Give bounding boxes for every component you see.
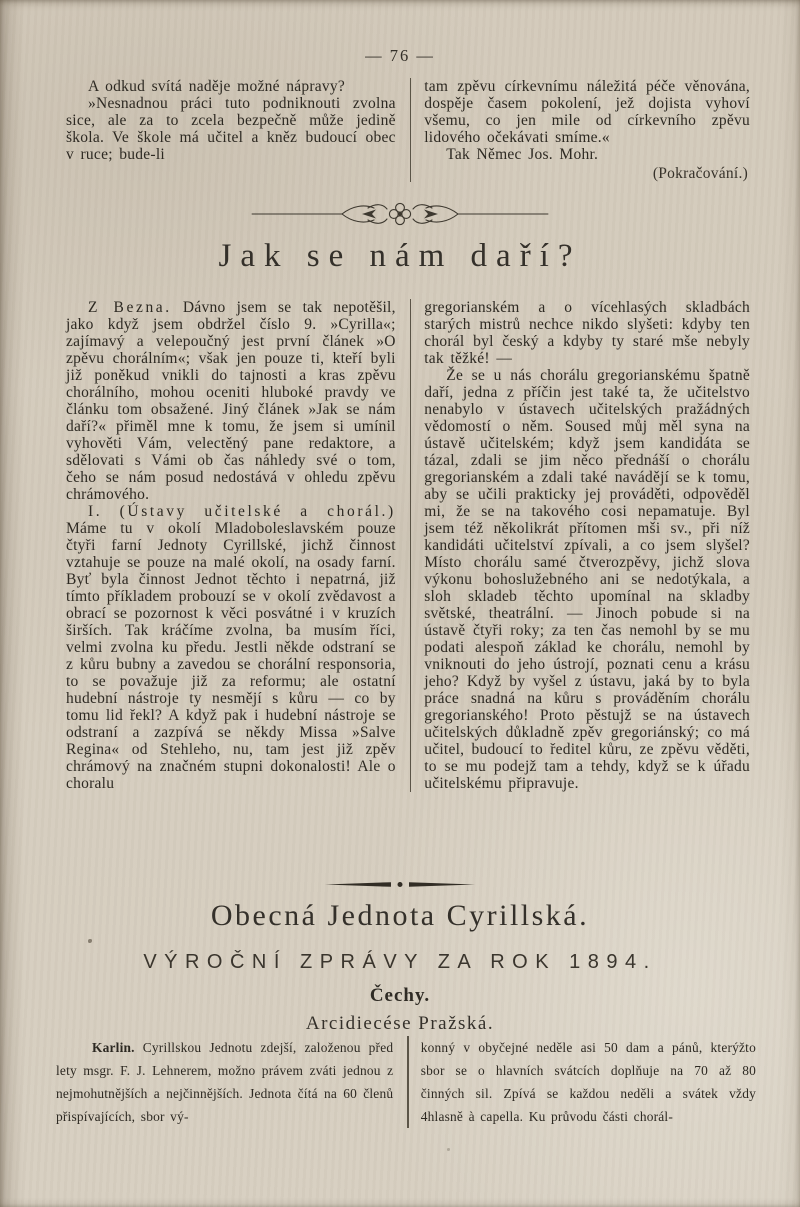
paragraph [66,299,396,503]
report-subtitle: VÝROČNÍ ZPRÁVY ZA ROK 1894. [143,951,657,973]
paragraph [66,503,396,792]
article-body-section [66,299,750,792]
paragraph-text: Máme tu v okolí Mladoboleslavském pouze čtyři farní Jednoty Cyrillské, jichž činnost vztahuje se pouze na malé okolí, na osady farní. Byť byla činnost Jednot těchto i nepatrná, již tímto příkladem probouzí se v okolí zvědavost a obrací se pozornost k věci posvátné i v kruzích širších. Tak kráčíme zvolna, ba musím říci, velmi zvolna ku předu. Jestli někde odstraní se z kůru bubny a zavedou se chorální responsoria, to se považuje již za reformu; ale ostatní hudební nástroje ty nesmějí s kůru — co by tomu lid řekl? A když pak i hudební nástroje se odstraní a zazpívá se někdy Missa »Salve Regina« od Stehleho, nu, tam jest již zpěv chrámový na značném stupni dokonalosti! Ale o choralu [66,520,396,792]
paragraph-lead: Z Bezna. [88,299,172,316]
article-title: Jak se nám daří? [218,238,582,274]
article-left-column [66,299,410,792]
page-number: — 76 — [365,46,435,65]
paragraph-lead: Karlin. [92,1040,135,1055]
paper-speck [447,1148,450,1151]
diocese-heading: Arcidiecése Pražská. [305,1013,495,1034]
paragraph [56,1036,393,1128]
byline: Tak Němec Jos. Mohr. [446,146,599,163]
report-left-column [56,1036,407,1128]
paragraph: gregorianském a o vícehlasých skladbách starých mistrů nechce nikdo slyšeti: kdyby ten chorál byl český a kdyby ty staré mše nebyly tak těžké! — [424,299,750,367]
continuation-section [66,78,750,182]
section-divider-icon [325,876,475,894]
report-body-section [56,1036,756,1128]
continuation-right-column [411,78,750,182]
region-heading: Čechy. [369,985,431,1006]
paragraph-text: Cyrillskou Jednotu zdejší, založenou před lety msgr. F. J. Lehnerem, možno právem zváti jednou z nejmohutnějších a nejčinnějších. Jednota čítá na 60 členů přispívajících, sbor vý- [56,1040,394,1124]
column-rule [407,1036,409,1128]
paragraph: Že se u nás chorálu gregorianskému špatně daří, jedna z příčin jest také ta, že učitelstvo nenabylo v ústavech učitelských pražádných vědomostí o něm. Soused můj měl syna na ústavě učitelském; když jsem kandidáta se tázal, zdali se jim něco přednáší o chorálu gregorianském a zdali také navádějí se k tomu, aby se učili prakticky jej prováděti, odpověděl mi, že se na takového cosi nepamatuje. Byl jsem též několikrát přítomen mši sv., při níž kandidáti učitelství zpívali, a co jsem slyšel? Místo chorálu samé čtverozpěvy, jichž slova výkonu bohoslužebného ani se nedotýkala, a sloh skladeb těchto upomínal na skladby světské, theatrální. — Jinoch pobude si na ústavě čtyři roky; za ten čas nemohl by se mu podati alespoň základ ke chorálu, nemohl by vniknouti do jeho ústrojí, poznati cenu a krásu jeho? Když by vyšel z ústavu, jaká by to byla práce snadná na kůru s prováděním chorálu gregorianského! Proto pěstujž se na ústavech učitelských důkladně zpěv gregoriánský; co má učitel, budoucí to ředitel kůru, ze zpěvu věděti, to se mu podejž tam a tehdy, když se k úřadu učitelskému připravuje. [424,367,750,792]
paragraph: »Nesnadnou práci tuto podniknouti zvolna sice, ale za to zcela bezpečně může jedině škola. Ve škole má učitel a kněz budoucí obec v ruce; bude-li [66,95,396,163]
article-right-column [411,299,750,792]
paragraph: tam zpěvu církevnímu náležitá péče věnována, dospěje časem pokolení, jež dojista vyhoví všemu, co jen mile od církevního zpěvu lidového očekávati smíme.« [424,78,750,146]
paragraph: A odkud svítá naděje možné nápravy? [88,78,346,95]
column-rule [410,299,412,792]
report-right-column [409,1036,756,1128]
paragraph-text: Dávno jsem se tak nepotěšil, jako když jsem obdržel číslo 9. »Cyrilla«; zajímavý a velepoučný jest první článek »O zpěvu chorálním«; však jen pouze ti, kteří byli již poněkud vnikli do tajnosti a kras zpěvu chorálního, mohou oceniti hluboké pravdy ve článku tom obsažené. Jiný článek »Jak se nám daří?« přiměl mne k tomu, že jsem si umínil vyhověti Vám, velectěný pane redaktore, a sdělovati s Vámi ob čas náhledy své o tom, čeho se nám posud nedostává v ohledu zpěvu chrámového. [66,299,396,503]
continuation-note: (Pokračování.) [652,165,748,182]
paper-speck [88,939,92,943]
report-title: Obecná Jednota Cyrillská. [210,899,590,932]
paragraph: konný v obyčejné neděle asi 50 dam a pánů, kterýžto sbor se o hlavních svátcích doplňuje na 70 až 80 činných sil. Zpívá se každou neděli a svátek vždy 4hlasně à capella. Ku průvodu části chorál- [420,1040,756,1124]
fleuron-divider-icon [250,200,550,233]
paragraph-lead: I. (Ústavy učitelské a chorál.) [88,503,396,520]
continuation-left-column [66,78,410,182]
column-rule [410,78,412,182]
